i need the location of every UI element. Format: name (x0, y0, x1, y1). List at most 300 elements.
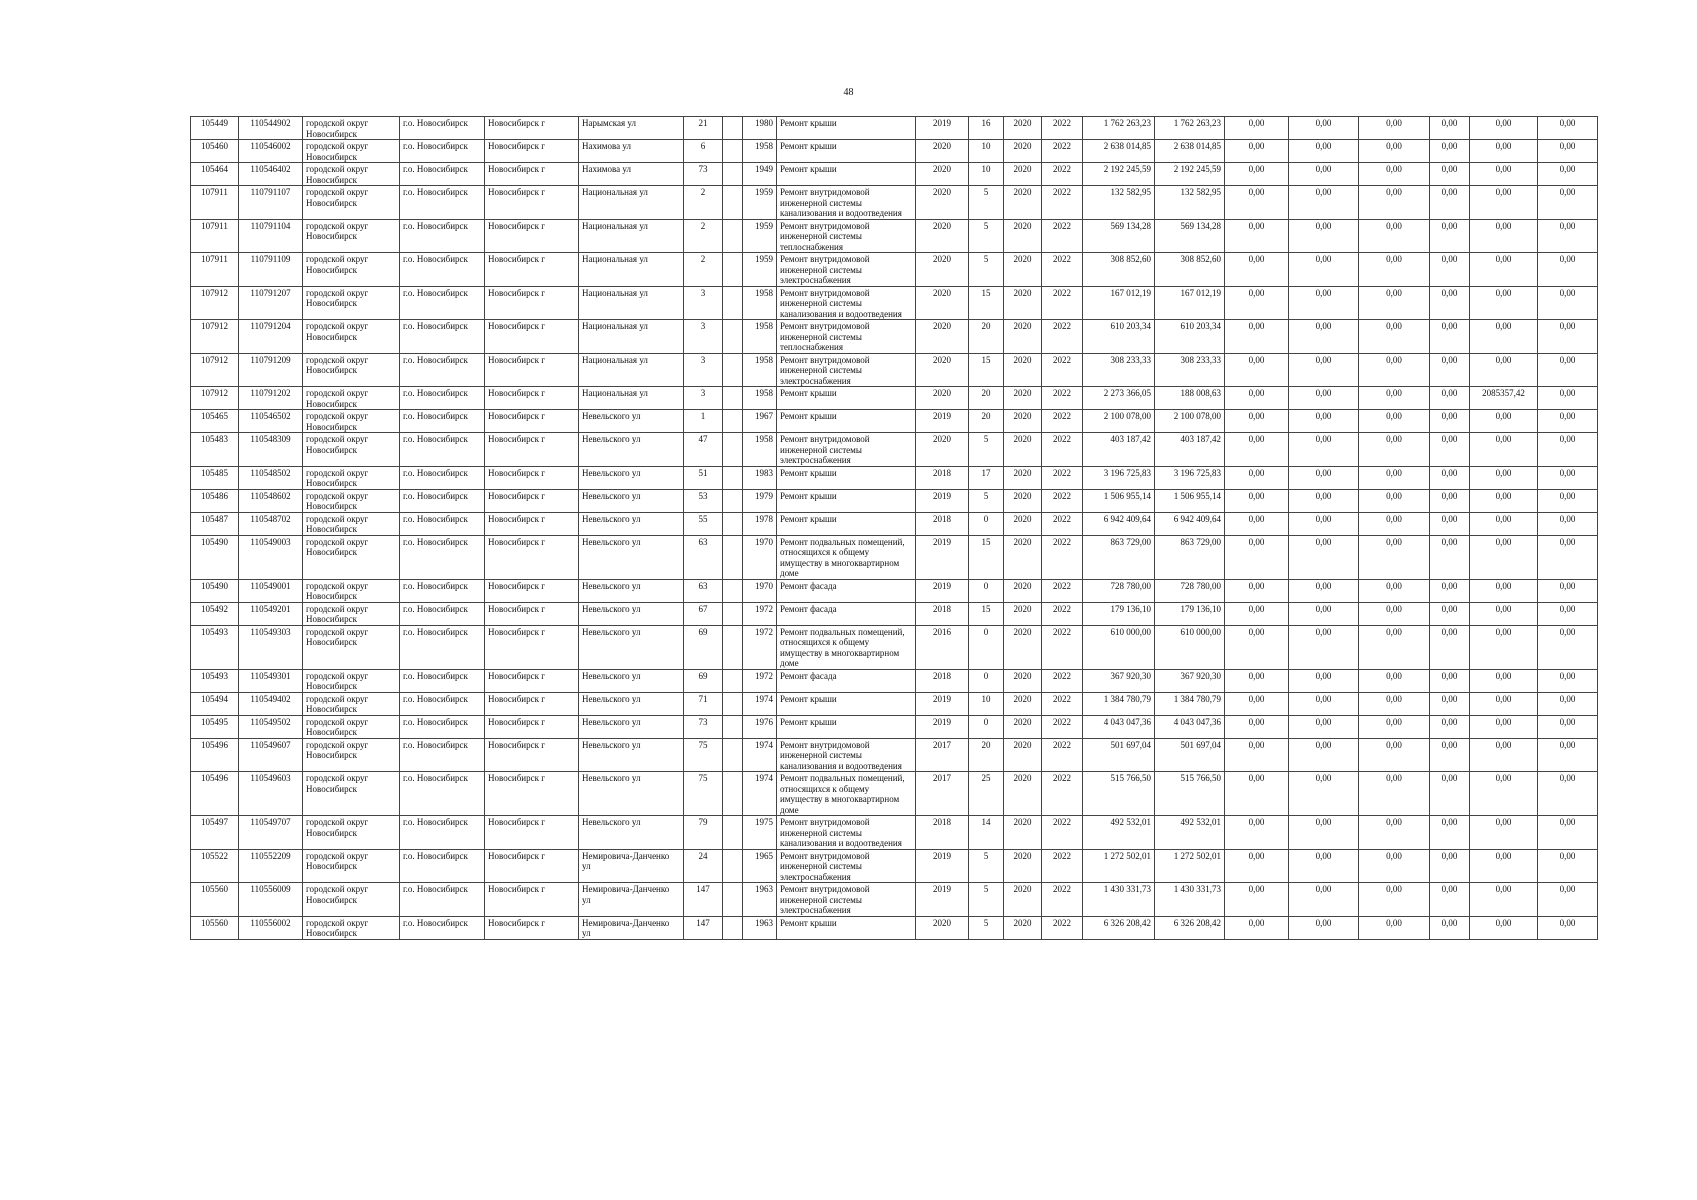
table-row (191, 186, 1598, 220)
local-cost-cell: 0,00 (1359, 117, 1430, 140)
plan-end-year-cell: 2022 (1042, 849, 1083, 883)
plan-start-year-cell: 2020 (1004, 625, 1042, 669)
house-building-cell (723, 849, 743, 883)
house-id-cell: 105487 (191, 512, 239, 535)
total-cost-cell: 2 192 245,59 (1083, 163, 1155, 186)
house-number-cell: 71 (684, 692, 723, 715)
plan-end-year-cell: 2022 (1042, 353, 1083, 387)
federal-cost-cell: 0,00 (1225, 320, 1289, 354)
total-cost-cell: 2 100 078,00 (1083, 410, 1155, 433)
work-type-cell: Ремонт крыши (777, 512, 916, 535)
street-cell: Невельского ул (579, 489, 684, 512)
survey-year-cell: 2018 (916, 816, 969, 850)
owners-cost-cell: 0,00 (1430, 286, 1470, 320)
plan-start-year-cell: 2020 (1004, 579, 1042, 602)
total-cost-cell: 308 233,33 (1083, 353, 1155, 387)
reserve-cost-cell: 0,00 (1538, 353, 1598, 387)
total-cost-cell: 569 134,28 (1083, 219, 1155, 253)
local-cost-cell: 0,00 (1359, 816, 1430, 850)
regional-cost-cell: 0,00 (1289, 140, 1359, 163)
survey-year-cell: 2019 (916, 489, 969, 512)
city-cell: Новосибирск г (485, 916, 579, 939)
municipality-cell: городской округ Новосибирск (303, 669, 400, 692)
owners-cost-cell: 0,00 (1430, 602, 1470, 625)
regional-cost-cell: 0,00 (1289, 512, 1359, 535)
city-cell: Новосибирск г (485, 320, 579, 354)
municipality-cell: городской округ Новосибирск (303, 715, 400, 738)
house-id-cell: 105492 (191, 602, 239, 625)
local-cost-cell: 0,00 (1359, 140, 1430, 163)
table-row (191, 387, 1598, 410)
reserve-cost-cell: 0,00 (1538, 512, 1598, 535)
district-cell: г.о. Новосибирск (400, 387, 485, 410)
reserve-cost-cell: 0,00 (1538, 883, 1598, 917)
house-number-cell: 147 (684, 883, 723, 917)
city-cell: Новосибирск г (485, 669, 579, 692)
other-cost-cell: 0,00 (1470, 219, 1538, 253)
wear-percent-cell: 10 (969, 140, 1004, 163)
wear-percent-cell: 0 (969, 579, 1004, 602)
owners-cost-cell: 0,00 (1430, 320, 1470, 354)
district-cell: г.о. Новосибирск (400, 286, 485, 320)
other-cost-cell: 0,00 (1470, 512, 1538, 535)
build-year-cell: 1958 (743, 286, 777, 320)
survey-year-cell: 2018 (916, 512, 969, 535)
city-cell: Новосибирск г (485, 579, 579, 602)
municipality-cell: городской округ Новосибирск (303, 353, 400, 387)
build-year-cell: 1972 (743, 602, 777, 625)
wear-percent-cell: 5 (969, 849, 1004, 883)
fund-cost-cell: 610 203,34 (1155, 320, 1225, 354)
plan-start-year-cell: 2020 (1004, 916, 1042, 939)
survey-year-cell: 2020 (916, 433, 969, 467)
reserve-cost-cell: 0,00 (1538, 320, 1598, 354)
total-cost-cell: 501 697,04 (1083, 738, 1155, 772)
plan-end-year-cell: 2022 (1042, 219, 1083, 253)
municipality-cell: городской округ Новосибирск (303, 253, 400, 287)
district-cell: г.о. Новосибирск (400, 253, 485, 287)
district-cell: г.о. Новосибирск (400, 692, 485, 715)
plan-start-year-cell: 2020 (1004, 410, 1042, 433)
total-cost-cell: 2 273 366,05 (1083, 387, 1155, 410)
other-cost-cell: 0,00 (1470, 692, 1538, 715)
plan-end-year-cell: 2022 (1042, 883, 1083, 917)
federal-cost-cell: 0,00 (1225, 715, 1289, 738)
work-id-cell: 110544902 (239, 117, 303, 140)
build-year-cell: 1958 (743, 140, 777, 163)
house-id-cell: 107912 (191, 286, 239, 320)
municipality-cell: городской округ Новосибирск (303, 916, 400, 939)
regional-cost-cell: 0,00 (1289, 692, 1359, 715)
total-cost-cell: 4 043 047,36 (1083, 715, 1155, 738)
plan-end-year-cell: 2022 (1042, 387, 1083, 410)
street-cell: Немировича-Данченко ул (579, 883, 684, 917)
city-cell: Новосибирск г (485, 186, 579, 220)
survey-year-cell: 2020 (916, 916, 969, 939)
table-row (191, 816, 1598, 850)
work-type-cell: Ремонт крыши (777, 410, 916, 433)
district-cell: г.о. Новосибирск (400, 625, 485, 669)
house-id-cell: 105483 (191, 433, 239, 467)
street-cell: Немировича-Данченко ул (579, 916, 684, 939)
house-number-cell: 63 (684, 535, 723, 579)
survey-year-cell: 2019 (916, 117, 969, 140)
house-id-cell: 105460 (191, 140, 239, 163)
work-type-cell: Ремонт крыши (777, 715, 916, 738)
local-cost-cell: 0,00 (1359, 286, 1430, 320)
city-cell: Новосибирск г (485, 163, 579, 186)
local-cost-cell: 0,00 (1359, 715, 1430, 738)
plan-start-year-cell: 2020 (1004, 602, 1042, 625)
house-number-cell: 67 (684, 602, 723, 625)
work-type-cell: Ремонт крыши (777, 387, 916, 410)
local-cost-cell: 0,00 (1359, 602, 1430, 625)
work-id-cell: 110549301 (239, 669, 303, 692)
plan-start-year-cell: 2020 (1004, 466, 1042, 489)
district-cell: г.о. Новосибирск (400, 772, 485, 816)
federal-cost-cell: 0,00 (1225, 625, 1289, 669)
table-row (191, 466, 1598, 489)
survey-year-cell: 2020 (916, 163, 969, 186)
fund-cost-cell: 179 136,10 (1155, 602, 1225, 625)
other-cost-cell: 0,00 (1470, 772, 1538, 816)
house-building-cell (723, 512, 743, 535)
federal-cost-cell: 0,00 (1225, 849, 1289, 883)
wear-percent-cell: 20 (969, 387, 1004, 410)
house-building-cell (723, 353, 743, 387)
plan-start-year-cell: 2020 (1004, 816, 1042, 850)
regional-cost-cell: 0,00 (1289, 286, 1359, 320)
table-row (191, 286, 1598, 320)
owners-cost-cell: 0,00 (1430, 387, 1470, 410)
plan-start-year-cell: 2020 (1004, 772, 1042, 816)
city-cell: Новосибирск г (485, 353, 579, 387)
repair-registry-table (190, 116, 1598, 940)
house-id-cell: 105449 (191, 117, 239, 140)
plan-start-year-cell: 2020 (1004, 692, 1042, 715)
plan-end-year-cell: 2022 (1042, 410, 1083, 433)
work-id-cell: 110549707 (239, 816, 303, 850)
wear-percent-cell: 5 (969, 883, 1004, 917)
other-cost-cell: 0,00 (1470, 849, 1538, 883)
house-number-cell: 2 (684, 186, 723, 220)
table-row (191, 489, 1598, 512)
street-cell: Немировича-Данченко ул (579, 849, 684, 883)
house-number-cell: 79 (684, 816, 723, 850)
federal-cost-cell: 0,00 (1225, 117, 1289, 140)
work-type-cell: Ремонт внутридомовой инженерной системы канализования и водоотведения (777, 816, 916, 850)
table-row (191, 219, 1598, 253)
local-cost-cell: 0,00 (1359, 219, 1430, 253)
survey-year-cell: 2020 (916, 219, 969, 253)
regional-cost-cell: 0,00 (1289, 916, 1359, 939)
build-year-cell: 1970 (743, 535, 777, 579)
house-building-cell (723, 286, 743, 320)
house-number-cell: 63 (684, 579, 723, 602)
total-cost-cell: 6 942 409,64 (1083, 512, 1155, 535)
table-row (191, 849, 1598, 883)
district-cell: г.о. Новосибирск (400, 353, 485, 387)
build-year-cell: 1975 (743, 816, 777, 850)
house-building-cell (723, 117, 743, 140)
local-cost-cell: 0,00 (1359, 883, 1430, 917)
district-cell: г.о. Новосибирск (400, 602, 485, 625)
wear-percent-cell: 5 (969, 219, 1004, 253)
fund-cost-cell: 515 766,50 (1155, 772, 1225, 816)
wear-percent-cell: 20 (969, 410, 1004, 433)
house-building-cell (723, 535, 743, 579)
build-year-cell: 1963 (743, 883, 777, 917)
work-type-cell: Ремонт крыши (777, 117, 916, 140)
house-building-cell (723, 715, 743, 738)
local-cost-cell: 0,00 (1359, 512, 1430, 535)
district-cell: г.о. Новосибирск (400, 512, 485, 535)
reserve-cost-cell: 0,00 (1538, 602, 1598, 625)
work-type-cell: Ремонт внутридомовой инженерной системы электроснабжения (777, 849, 916, 883)
wear-percent-cell: 15 (969, 602, 1004, 625)
municipality-cell: городской округ Новосибирск (303, 219, 400, 253)
federal-cost-cell: 0,00 (1225, 387, 1289, 410)
plan-start-year-cell: 2020 (1004, 219, 1042, 253)
total-cost-cell: 515 766,50 (1083, 772, 1155, 816)
owners-cost-cell: 0,00 (1430, 186, 1470, 220)
city-cell: Новосибирск г (485, 883, 579, 917)
plan-end-year-cell: 2022 (1042, 625, 1083, 669)
plan-start-year-cell: 2020 (1004, 669, 1042, 692)
municipality-cell: городской округ Новосибирск (303, 692, 400, 715)
owners-cost-cell: 0,00 (1430, 692, 1470, 715)
survey-year-cell: 2019 (916, 579, 969, 602)
municipality-cell: городской округ Новосибирск (303, 489, 400, 512)
federal-cost-cell: 0,00 (1225, 353, 1289, 387)
survey-year-cell: 2019 (916, 535, 969, 579)
plan-start-year-cell: 2020 (1004, 353, 1042, 387)
street-cell: Национальная ул (579, 219, 684, 253)
municipality-cell: городской округ Новосибирск (303, 433, 400, 467)
house-number-cell: 3 (684, 387, 723, 410)
table-row (191, 772, 1598, 816)
house-number-cell: 2 (684, 219, 723, 253)
owners-cost-cell: 0,00 (1430, 715, 1470, 738)
fund-cost-cell: 863 729,00 (1155, 535, 1225, 579)
city-cell: Новосибирск г (485, 715, 579, 738)
work-id-cell: 110546402 (239, 163, 303, 186)
survey-year-cell: 2019 (916, 883, 969, 917)
house-building-cell (723, 433, 743, 467)
total-cost-cell: 6 326 208,42 (1083, 916, 1155, 939)
other-cost-cell: 0,00 (1470, 410, 1538, 433)
reserve-cost-cell: 0,00 (1538, 387, 1598, 410)
house-number-cell: 1 (684, 410, 723, 433)
build-year-cell: 1970 (743, 579, 777, 602)
federal-cost-cell: 0,00 (1225, 186, 1289, 220)
wear-percent-cell: 15 (969, 286, 1004, 320)
build-year-cell: 1965 (743, 849, 777, 883)
work-id-cell: 110791104 (239, 219, 303, 253)
street-cell: Невельского ул (579, 715, 684, 738)
city-cell: Новосибирск г (485, 772, 579, 816)
total-cost-cell: 179 136,10 (1083, 602, 1155, 625)
federal-cost-cell: 0,00 (1225, 219, 1289, 253)
house-number-cell: 51 (684, 466, 723, 489)
plan-start-year-cell: 2020 (1004, 117, 1042, 140)
other-cost-cell: 0,00 (1470, 253, 1538, 287)
owners-cost-cell: 0,00 (1430, 669, 1470, 692)
work-type-cell: Ремонт крыши (777, 140, 916, 163)
table-row (191, 669, 1598, 692)
plan-end-year-cell: 2022 (1042, 579, 1083, 602)
wear-percent-cell: 10 (969, 692, 1004, 715)
street-cell: Нахимова ул (579, 140, 684, 163)
district-cell: г.о. Новосибирск (400, 849, 485, 883)
house-number-cell: 75 (684, 772, 723, 816)
work-type-cell: Ремонт внутридомовой инженерной системы канализования и водоотведения (777, 286, 916, 320)
local-cost-cell: 0,00 (1359, 849, 1430, 883)
plan-end-year-cell: 2022 (1042, 163, 1083, 186)
street-cell: Невельского ул (579, 738, 684, 772)
district-cell: г.о. Новосибирск (400, 916, 485, 939)
house-building-cell (723, 410, 743, 433)
build-year-cell: 1976 (743, 715, 777, 738)
wear-percent-cell: 5 (969, 916, 1004, 939)
fund-cost-cell: 1 272 502,01 (1155, 849, 1225, 883)
house-id-cell: 105497 (191, 816, 239, 850)
city-cell: Новосибирск г (485, 433, 579, 467)
reserve-cost-cell: 0,00 (1538, 772, 1598, 816)
regional-cost-cell: 0,00 (1289, 219, 1359, 253)
fund-cost-cell: 569 134,28 (1155, 219, 1225, 253)
local-cost-cell: 0,00 (1359, 466, 1430, 489)
house-number-cell: 69 (684, 669, 723, 692)
municipality-cell: городской округ Новосибирск (303, 602, 400, 625)
city-cell: Новосибирск г (485, 512, 579, 535)
house-building-cell (723, 489, 743, 512)
owners-cost-cell: 0,00 (1430, 489, 1470, 512)
fund-cost-cell: 308 852,60 (1155, 253, 1225, 287)
work-type-cell: Ремонт крыши (777, 916, 916, 939)
wear-percent-cell: 14 (969, 816, 1004, 850)
other-cost-cell: 0,00 (1470, 625, 1538, 669)
municipality-cell: городской округ Новосибирск (303, 117, 400, 140)
total-cost-cell: 308 852,60 (1083, 253, 1155, 287)
local-cost-cell: 0,00 (1359, 186, 1430, 220)
house-id-cell: 107911 (191, 186, 239, 220)
house-building-cell (723, 466, 743, 489)
city-cell: Новосибирск г (485, 738, 579, 772)
local-cost-cell: 0,00 (1359, 669, 1430, 692)
owners-cost-cell: 0,00 (1430, 117, 1470, 140)
street-cell: Невельского ул (579, 466, 684, 489)
reserve-cost-cell: 0,00 (1538, 410, 1598, 433)
work-type-cell: Ремонт подвальных помещений, относящихся к общему имуществу в многоквартирном доме (777, 535, 916, 579)
table-row (191, 117, 1598, 140)
owners-cost-cell: 0,00 (1430, 535, 1470, 579)
survey-year-cell: 2020 (916, 186, 969, 220)
other-cost-cell: 0,00 (1470, 579, 1538, 602)
house-building-cell (723, 320, 743, 354)
regional-cost-cell: 0,00 (1289, 883, 1359, 917)
work-type-cell: Ремонт фасада (777, 669, 916, 692)
district-cell: г.о. Новосибирск (400, 219, 485, 253)
owners-cost-cell: 0,00 (1430, 916, 1470, 939)
plan-start-year-cell: 2020 (1004, 738, 1042, 772)
local-cost-cell: 0,00 (1359, 410, 1430, 433)
other-cost-cell: 0,00 (1470, 916, 1538, 939)
municipality-cell: городской округ Новосибирск (303, 320, 400, 354)
house-id-cell: 105522 (191, 849, 239, 883)
work-type-cell: Ремонт подвальных помещений, относящихся к общему имуществу в многоквартирном доме (777, 772, 916, 816)
city-cell: Новосибирск г (485, 140, 579, 163)
municipality-cell: городской округ Новосибирск (303, 140, 400, 163)
reserve-cost-cell: 0,00 (1538, 140, 1598, 163)
municipality-cell: городской округ Новосибирск (303, 163, 400, 186)
street-cell: Невельского ул (579, 579, 684, 602)
house-building-cell (723, 579, 743, 602)
house-number-cell: 53 (684, 489, 723, 512)
district-cell: г.о. Новосибирск (400, 715, 485, 738)
owners-cost-cell: 0,00 (1430, 253, 1470, 287)
plan-end-year-cell: 2022 (1042, 186, 1083, 220)
house-number-cell: 73 (684, 163, 723, 186)
survey-year-cell: 2016 (916, 625, 969, 669)
survey-year-cell: 2018 (916, 669, 969, 692)
federal-cost-cell: 0,00 (1225, 466, 1289, 489)
district-cell: г.о. Новосибирск (400, 579, 485, 602)
street-cell: Невельского ул (579, 772, 684, 816)
local-cost-cell: 0,00 (1359, 387, 1430, 410)
house-id-cell: 105496 (191, 738, 239, 772)
other-cost-cell: 0,00 (1470, 433, 1538, 467)
house-building-cell (723, 186, 743, 220)
street-cell: Невельского ул (579, 602, 684, 625)
plan-start-year-cell: 2020 (1004, 715, 1042, 738)
municipality-cell: городской округ Новосибирск (303, 579, 400, 602)
build-year-cell: 1959 (743, 219, 777, 253)
plan-end-year-cell: 2022 (1042, 512, 1083, 535)
federal-cost-cell: 0,00 (1225, 163, 1289, 186)
federal-cost-cell: 0,00 (1225, 669, 1289, 692)
other-cost-cell: 0,00 (1470, 320, 1538, 354)
build-year-cell: 1958 (743, 387, 777, 410)
city-cell: Новосибирск г (485, 410, 579, 433)
plan-end-year-cell: 2022 (1042, 669, 1083, 692)
table-row (191, 692, 1598, 715)
survey-year-cell: 2019 (916, 715, 969, 738)
street-cell: Невельского ул (579, 433, 684, 467)
house-id-cell: 105485 (191, 466, 239, 489)
municipality-cell: городской округ Новосибирск (303, 410, 400, 433)
city-cell: Новосибирск г (485, 625, 579, 669)
owners-cost-cell: 0,00 (1430, 883, 1470, 917)
municipality-cell: городской округ Новосибирск (303, 883, 400, 917)
work-type-cell: Ремонт крыши (777, 489, 916, 512)
reserve-cost-cell: 0,00 (1538, 916, 1598, 939)
build-year-cell: 1980 (743, 117, 777, 140)
city-cell: Новосибирск г (485, 253, 579, 287)
other-cost-cell: 0,00 (1470, 669, 1538, 692)
wear-percent-cell: 5 (969, 253, 1004, 287)
work-id-cell: 110546002 (239, 140, 303, 163)
other-cost-cell: 0,00 (1470, 883, 1538, 917)
regional-cost-cell: 0,00 (1289, 579, 1359, 602)
house-id-cell: 105490 (191, 535, 239, 579)
street-cell: Национальная ул (579, 320, 684, 354)
fund-cost-cell: 2 638 014,85 (1155, 140, 1225, 163)
work-id-cell: 110791202 (239, 387, 303, 410)
work-type-cell: Ремонт внутридомовой инженерной системы электроснабжения (777, 883, 916, 917)
owners-cost-cell: 0,00 (1430, 849, 1470, 883)
work-id-cell: 110549402 (239, 692, 303, 715)
